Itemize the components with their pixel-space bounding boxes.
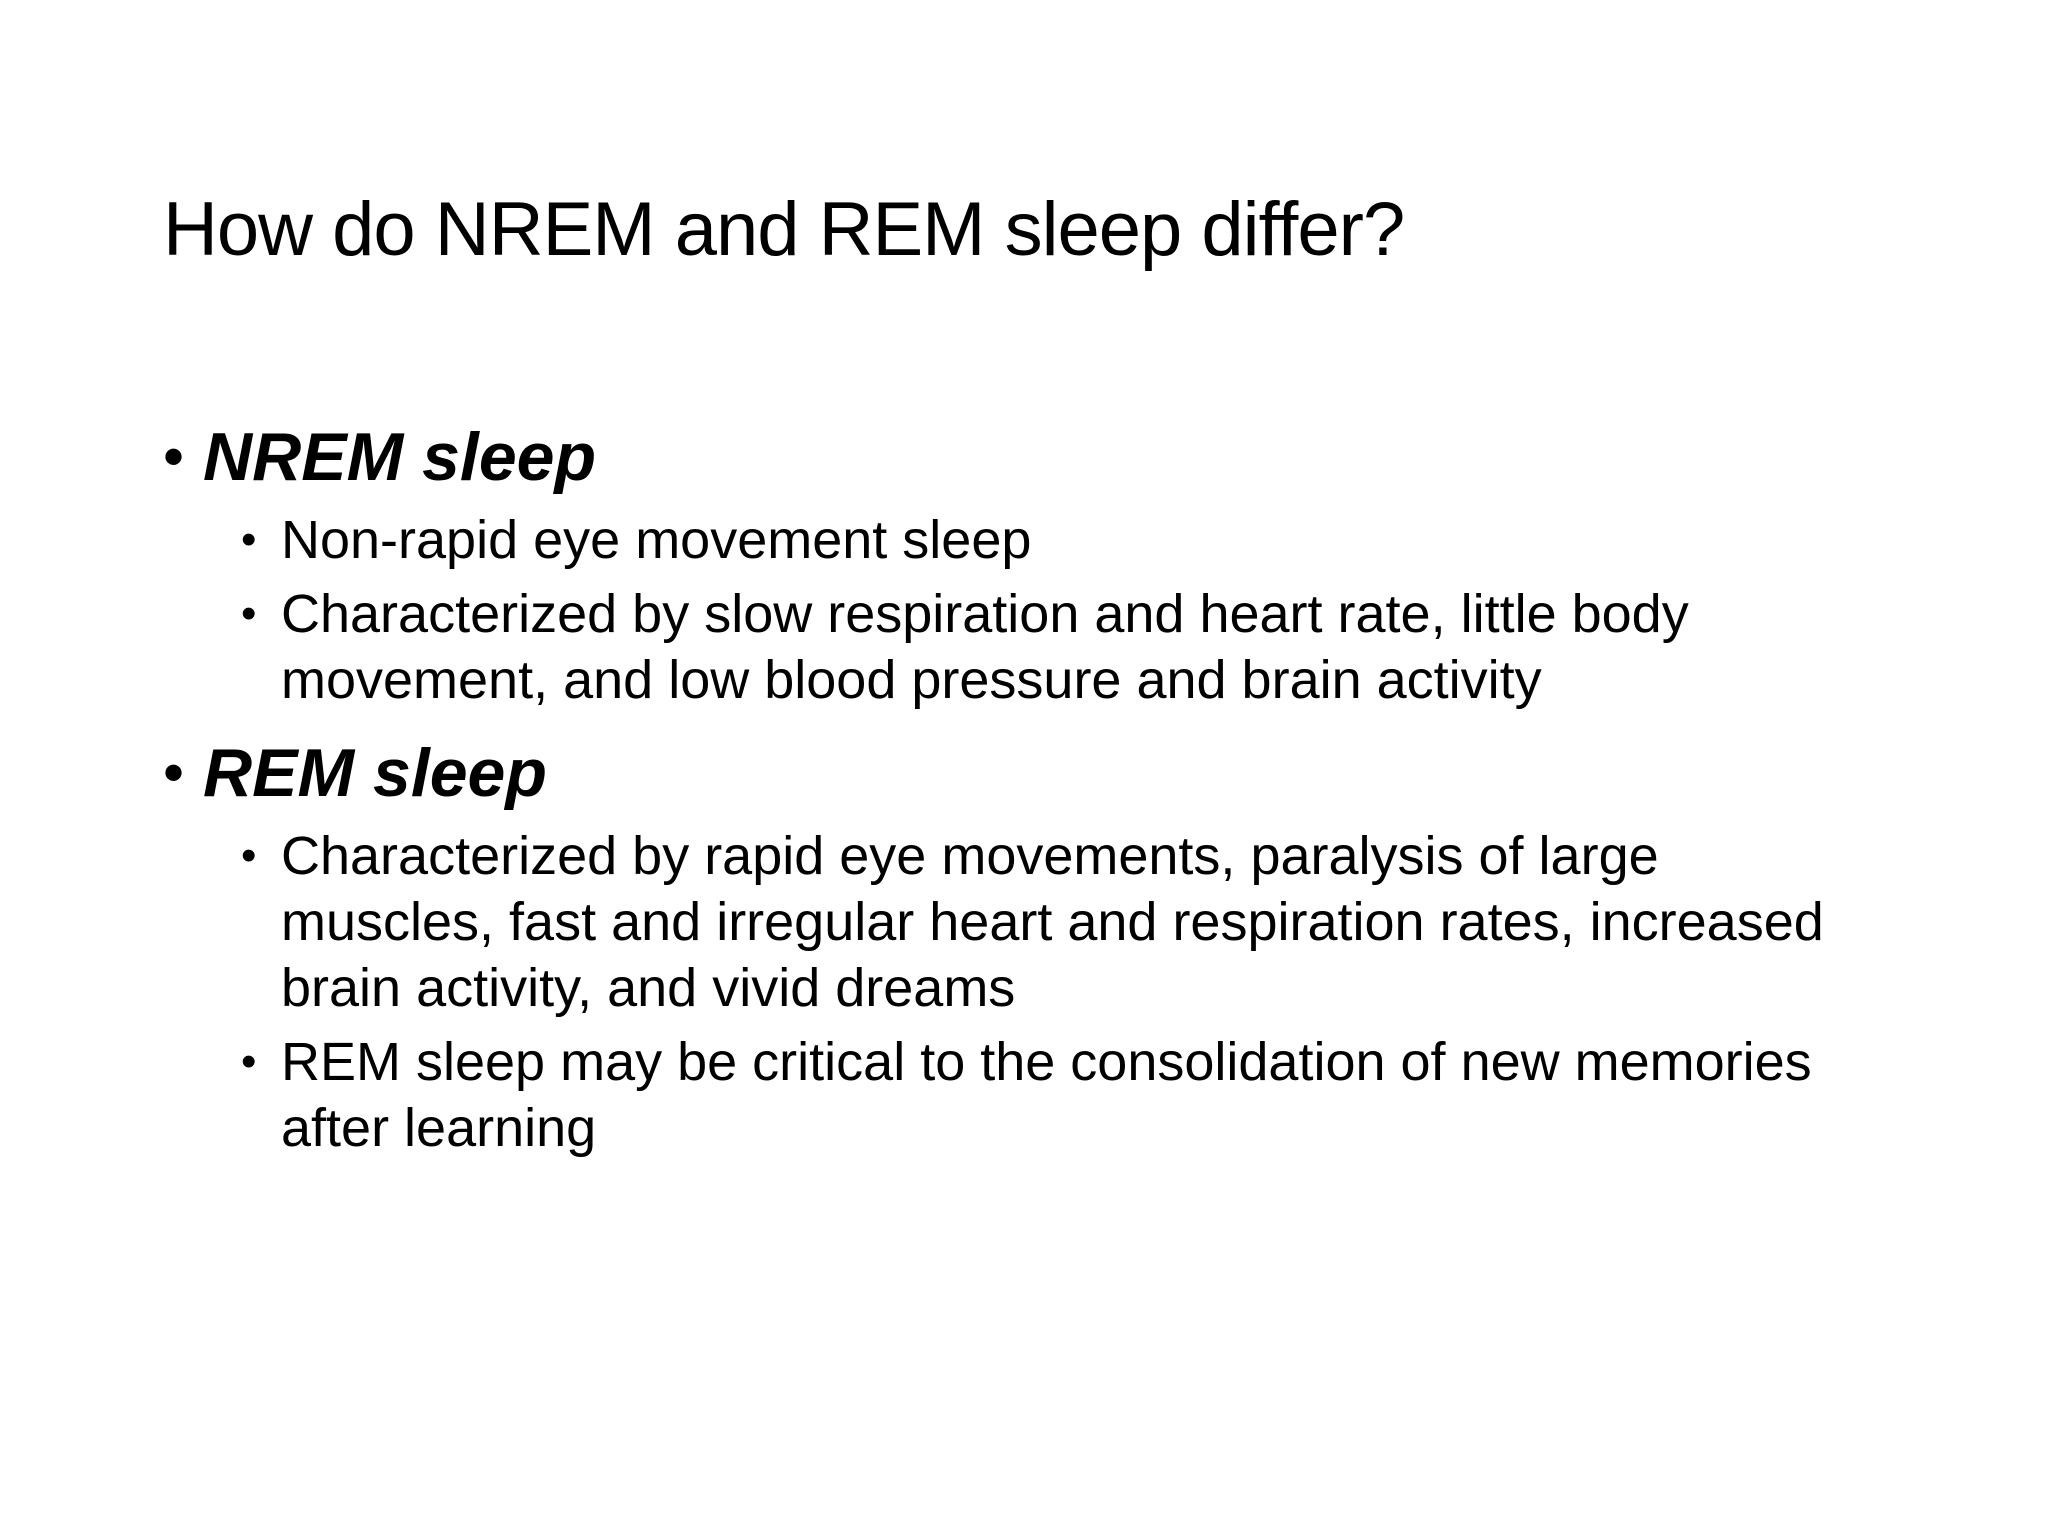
bullet-icon: • bbox=[241, 831, 257, 880]
slide-content bbox=[163, 415, 1883, 1161]
bullet-icon: • bbox=[163, 423, 185, 490]
slide-title: How do NREM and REM sleep differ? bbox=[163, 187, 1405, 272]
section-heading-rem bbox=[163, 731, 1883, 815]
bullet-icon: • bbox=[241, 515, 257, 564]
section-heading-text: REM sleep bbox=[203, 735, 547, 811]
bullet-icon: • bbox=[241, 1037, 257, 1086]
list-item-text: REM sleep may be critical to the consolidation of new memories after learning bbox=[281, 1032, 1812, 1158]
nrem-item-list bbox=[241, 507, 1883, 713]
list-item-text: Characterized by rapid eye movements, paralysis of large muscles, fast and irregular heart and respiration rates, increased brain activity, and vivid dreams bbox=[281, 826, 1824, 1018]
section-heading-nrem bbox=[163, 415, 1883, 499]
bullet-icon: • bbox=[163, 739, 185, 806]
list-item bbox=[241, 581, 1883, 713]
list-item-text: Characterized by slow respiration and heart rate, little body movement, and low blood pressure and brain activity bbox=[281, 584, 1689, 710]
rem-item-list bbox=[241, 823, 1883, 1161]
section-heading-text: NREM sleep bbox=[203, 419, 596, 495]
list-item bbox=[241, 823, 1883, 1021]
list-item-text: Non-rapid eye movement sleep bbox=[281, 510, 1032, 570]
list-item bbox=[241, 507, 1883, 573]
bullet-icon: • bbox=[241, 589, 257, 638]
list-item bbox=[241, 1029, 1883, 1161]
